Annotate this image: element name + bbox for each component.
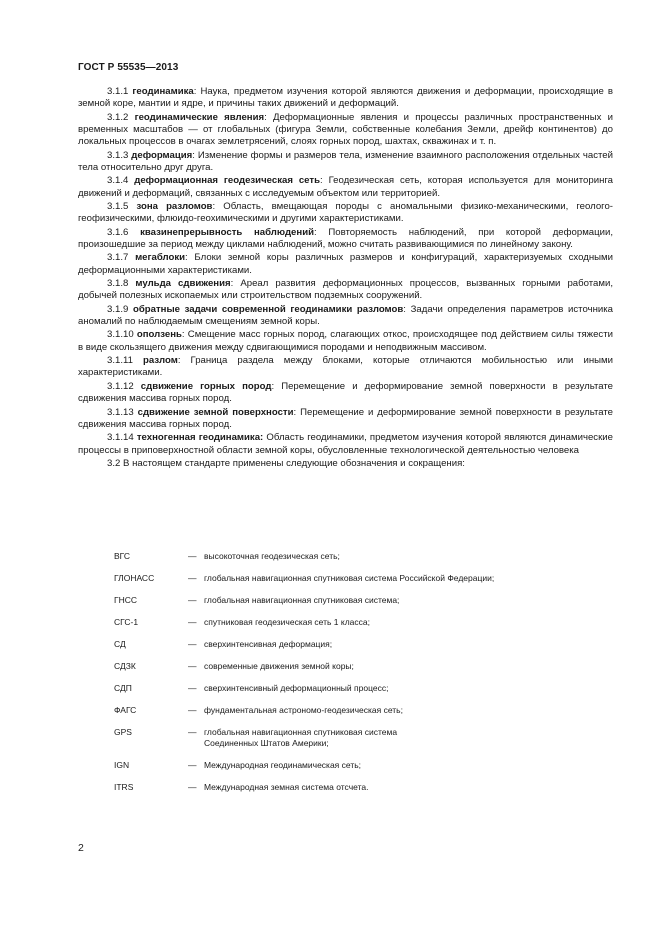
definition-term: геодинамика <box>132 86 194 97</box>
definition-separator: : <box>271 380 282 392</box>
abbreviation: ФАГС <box>114 705 137 715</box>
definition-number: 3.1.13 <box>107 406 134 418</box>
abbreviation-description: высокоточная геодезическая сеть; <box>204 551 340 561</box>
definition-item <box>78 112 613 149</box>
definition-term: квазинепрерывность наблюдений <box>140 226 314 238</box>
abbreviation-row <box>114 705 614 727</box>
definition-separator: : <box>212 201 224 213</box>
definition-text: Изменение формы и размеров тела, изменение взаимного расположения отдельных частей тела относительно друг друга. <box>78 149 613 173</box>
definition-term: мегаблоки <box>135 252 186 264</box>
abbreviation-row <box>114 617 614 639</box>
page-number: 2 <box>78 842 84 854</box>
definition-item <box>78 252 613 277</box>
definition-term: мульда сдвижения <box>135 278 231 290</box>
definition-separator: : <box>403 303 411 315</box>
definition-separator: : <box>193 86 201 97</box>
definition-term: оползень <box>136 329 182 341</box>
definition-separator: : <box>293 406 301 418</box>
definition-text: Перемещение и деформирование земной поверхности в результате сдвижения массива горных пород. <box>78 406 613 430</box>
definition-item <box>78 175 613 200</box>
abbreviation-row <box>114 782 614 804</box>
definition-separator: : <box>181 329 188 341</box>
definition-number: 3.1.3 <box>107 149 129 161</box>
definition-item <box>78 86 613 111</box>
abbreviation: СД <box>114 639 126 649</box>
abbreviation-dash: — <box>188 573 197 583</box>
abbreviation-description: Международная земная система отсчета. <box>204 782 369 792</box>
definition-number: 3.1.7 <box>107 252 129 264</box>
definition-text: Область геодинамики, предметом изучения которой являются динамические процессы в приповерхностной области земной коры, обусловленные технологической деятельностью человека <box>78 432 613 456</box>
abbreviation-description: современные движения земной коры; <box>204 661 354 671</box>
abbreviation-description: глобальная навигационная спутниковая система Соединенных Штатов Америки; <box>204 727 398 748</box>
definition-item <box>78 432 613 457</box>
definition-number: 3.1.4 <box>107 175 129 187</box>
definition-text: Блоки земной коры различных размеров и конфигураций, характеризуемых сходными деформационными характеристиками. <box>78 252 613 276</box>
definition-separator: : <box>192 149 198 161</box>
abbreviation: GPS <box>114 727 132 737</box>
definition-text: Ареал развития деформационных процессов, вызванных горными работами, добычей полезных ископаемых или строительством подземных сооружений. <box>78 278 613 302</box>
definition-number: 3.1.9 <box>107 303 129 315</box>
abbreviation-dash: — <box>188 661 197 671</box>
definition-separator: : <box>264 111 274 123</box>
definition-item <box>78 278 613 303</box>
definition-term: сдвижение земной поверхности <box>137 406 294 418</box>
definition-separator: : <box>314 226 329 238</box>
definition-text: Повторяемость наблюдений, при которой деформации, произошедшие за период между циклами наблюдений, можно считать развивающимися по линейному закону. <box>78 226 613 251</box>
definition-separator: : <box>230 278 241 290</box>
abbreviation-description: сверхинтенсивная деформация; <box>204 639 333 649</box>
abbreviation-row <box>114 595 614 617</box>
definition-term: геодинамические явления <box>134 111 265 123</box>
abbreviation-row <box>114 573 614 595</box>
definition-separator: : <box>185 252 195 264</box>
abbreviation-dash: — <box>188 551 197 561</box>
definition-item <box>78 227 613 252</box>
definition-number: 3.1.10 <box>107 329 134 341</box>
definition-text: Область, вмещающая породы с аномальными физико-механическими, геолого-геофизическими, флюидо-геохимическими и другими характеристиками. <box>78 201 613 225</box>
abbreviation-dash: — <box>188 639 197 649</box>
abbreviation-dash: — <box>188 760 197 770</box>
definition-item <box>78 407 613 432</box>
definition-term: деформационная геодезическая сеть <box>134 175 320 187</box>
abbreviation: СГС-1 <box>114 617 139 627</box>
definition-item <box>78 381 613 406</box>
abbreviation-description: глобальная навигационная спутниковая система; <box>204 595 400 605</box>
definition-text: Граница раздела между блоками, которые отличаются мобильностью или иными характеристиками. <box>78 355 613 379</box>
definition-number: 3.1.8 <box>107 278 129 290</box>
definition-number: 3.1.5 <box>107 201 129 213</box>
abbreviation-dash: — <box>188 705 197 715</box>
definition-text: Перемещение и деформирование земной поверхности в результате сдвижения массива горных пород. <box>78 380 613 405</box>
abbreviation-row <box>114 727 614 760</box>
abbreviation-description: Международная геодинамическая сеть; <box>204 760 362 770</box>
abbreviation: ВГС <box>114 551 131 561</box>
abbreviation: ITRS <box>114 782 134 792</box>
abbreviation-description: сверхинтенсивный деформационный процесс; <box>204 683 389 693</box>
abbreviation-row <box>114 661 614 683</box>
abbreviation-dash: — <box>188 727 197 737</box>
abbreviation-dash: — <box>188 595 197 605</box>
definition-text: Наука, предметом изучения которой являются движения и деформации, происходящие в земной коре, мантии и ядре, и причины таких движений и деформаций. <box>78 86 613 110</box>
definition-separator: : <box>177 355 191 367</box>
definition-text: Геодезическая сеть, которая используется для мониторинга движений и деформаций, связанных с исследуемым объектом или территорией. <box>78 175 613 199</box>
abbreviation-dash: — <box>188 617 197 627</box>
definition-term: обратные задачи современной геодинамики разломов <box>132 303 404 315</box>
definition-number: 3.1.1 <box>107 86 129 97</box>
definition-text: Задачи определения параметров источника аномалий по наблюдаемым смещениям земной коры. <box>78 303 613 328</box>
abbreviation: ГНСС <box>114 595 138 605</box>
definition-number: 3.1.14 <box>107 432 134 444</box>
definition-item <box>78 329 613 354</box>
definition-term: разлом <box>143 355 178 367</box>
abbreviation: СДЗК <box>114 661 136 671</box>
definition-item <box>78 150 613 175</box>
abbreviation: СДП <box>114 683 132 693</box>
abbreviation-dash: — <box>188 683 197 693</box>
definition-number: 3.1.11 <box>107 355 133 367</box>
abbreviation-description: спутниковая геодезическая сеть 1 класса; <box>204 617 370 627</box>
abbreviation-description: фундаментальная астрономо-геодезическая сеть; <box>204 705 403 715</box>
abbreviations-list <box>114 551 614 804</box>
definition-term: деформация <box>131 149 193 161</box>
standard-header: ГОСТ Р 55535—2013 <box>78 62 179 73</box>
definition-separator: : <box>319 175 329 187</box>
definition-number: 3.1.6 <box>107 226 129 238</box>
abbreviation-row <box>114 760 614 782</box>
abbreviation-dash: — <box>188 782 197 792</box>
abbreviation-row <box>114 551 614 573</box>
section-3-2-intro: 3.2 В настоящем стандарте применены следующие обозначения и сокращения: <box>107 457 465 469</box>
definition-item <box>78 201 613 226</box>
definition-term: техногенная геодинамика: <box>136 432 264 444</box>
abbreviation-row <box>114 639 614 661</box>
definition-number: 3.1.2 <box>107 111 129 123</box>
definitions-list <box>78 86 613 457</box>
abbreviation-row <box>114 683 614 705</box>
definition-item <box>78 304 613 329</box>
abbreviation-description: глобальная навигационная спутниковая система Российской Федерации; <box>204 573 495 583</box>
definition-text: Смещение масс горных пород, слагающих откос, происходящее под действием силы тяжести в виде скользящего движения между сдвигающимися породами и неподвижным массивом. <box>78 329 613 353</box>
abbreviation: ГЛОНАСС <box>114 573 155 583</box>
abbreviation: IGN <box>114 760 130 770</box>
document-body <box>78 86 613 471</box>
definition-item <box>78 355 613 380</box>
definition-term: сдвижение горных пород <box>140 380 272 392</box>
definition-term: зона разломов <box>136 201 213 213</box>
definition-text: Деформационные явления и процессы различных пространственных и временных масштабов — от глобальных (фигура Земли, собственные колебания Земли, дрейф континентов) до локальных процессов в очагах землетрясений, слоях горных пород, шахтах, скважинах и т. п. <box>78 111 614 148</box>
definition-number: 3.1.12 <box>107 380 134 392</box>
